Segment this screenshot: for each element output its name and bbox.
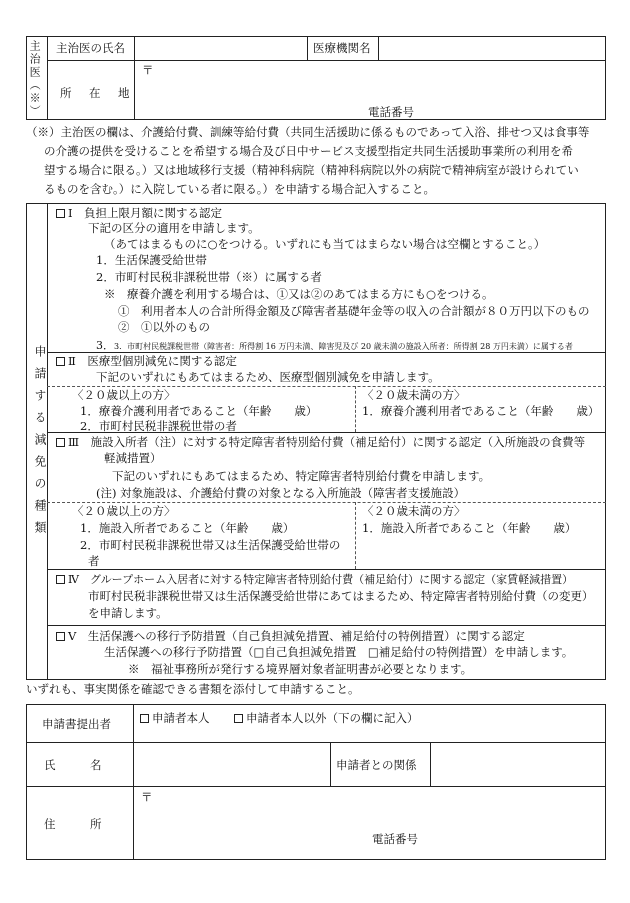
section2-right-heading: 〈２０歳未満の方〉 [362, 388, 466, 402]
section1-option2[interactable]: 2．市町村民税非課税世帯（※）に属する者 [96, 270, 322, 284]
reduction-side-label: 申請する減免の種類 [33, 345, 47, 543]
section1-option1[interactable]: 1．生活保護受給世帯 [96, 253, 207, 267]
submitter-phone-label: 電話番号 [372, 832, 418, 846]
submitter-opt-other[interactable]: 申請者本人以外（下の欄に記入） [234, 712, 419, 726]
section1-line1: 下記の区分の適用を申請します。 [88, 221, 260, 235]
section4-title: Ⅳ グループホーム入居者に対する特定障害者特別給付費（補足給付）に関する認定（家賃軽減措置） [56, 573, 573, 586]
submitter-label: 申請書提出者 [42, 717, 111, 731]
section3-checkbox[interactable] [56, 438, 65, 447]
section2-title: Ⅱ 医療型個別減免に関する認定 [56, 355, 237, 369]
section1-option3[interactable]: 3．3．市町村民税課税世帯（障害者：所得割 16 万円未満、障害児及び 20 歳未満の施設入所者：所得割 28 万円未満）に属する者 [96, 339, 573, 352]
attachment-note: いずれも、事実関係を確認できる書類を添付して申請すること。 [26, 682, 360, 696]
physician-address-label: 所 在 地 [60, 86, 133, 100]
section1-line2: （あてはまるものに○をつける。いずれにも当てはまらない場合は空欄とすること。） [104, 237, 546, 251]
physician-name-label: 主治医の氏名 [56, 41, 125, 55]
section4-checkbox[interactable] [56, 575, 65, 584]
section1-title: Ⅰ 負担上限月額に関する認定 [56, 207, 222, 221]
other-checkbox[interactable] [234, 714, 243, 723]
institution-field[interactable] [380, 38, 602, 58]
section2-line1: 下記のいずれにもあてはまるため、医療型個別減免を申請します。 [96, 370, 440, 384]
relation-field[interactable] [432, 744, 604, 784]
submitter-name-label: 氏 名 [44, 758, 102, 772]
physician-phone-label: 電話番号 [368, 105, 414, 119]
submitter-postal-mark: 〒 [141, 790, 153, 804]
physician-postal-mark: 〒 [142, 63, 154, 77]
section2-left-item1[interactable]: 1．療養介護利用者であること（年齢 歳） [80, 404, 318, 418]
section5-line2: ※ 福祉事務所が発行する境界層対象者証明書が必要となります。 [128, 662, 473, 676]
section5-checkbox[interactable] [56, 632, 65, 641]
section1-checkbox[interactable] [56, 209, 65, 218]
section3-left-item2-cont: 者 [88, 554, 100, 568]
institution-label: 医療機関名 [313, 41, 371, 55]
self-checkbox[interactable] [140, 714, 149, 723]
section5-line1: 生活保護への移行予防措置（□自己負担減免措置 □補足給付の特例措置）を申請します。 [104, 645, 574, 659]
section3-title: Ⅲ 施設入所者（注）に対する特定障害者特別給付費（補足給付）に関する認定（入所施設の食費等 [56, 436, 585, 450]
physician-name-field[interactable] [136, 38, 304, 58]
section3-title-cont: 軽減措置） [104, 451, 162, 465]
section3-right-heading: 〈２０歳未満の方〉 [362, 504, 466, 518]
section1-note: ※ 療養介護を利用する場合は、①又は②のあてはまる方にも○をつける。 [104, 287, 494, 301]
section3-left-item2[interactable]: 2．市町村民税非課税世帯又は生活保護受給世帯の [80, 538, 341, 552]
section3-left-heading: 〈２０歳以上の方〉 [72, 504, 176, 518]
section2-left-heading: 〈２０歳以上の方〉 [72, 388, 176, 402]
section2-left-item2[interactable]: 2．市町村民税非課税世帯の者 [80, 419, 237, 433]
section4-line2: を申請します。 [88, 606, 168, 620]
section1-suboption2[interactable]: ② ①以外のもの [118, 320, 210, 334]
physician-side-label: 主治医（※） [28, 40, 42, 118]
submitter-name-field[interactable] [135, 744, 328, 784]
section2-right-item1[interactable]: 1．療養介護利用者であること（年齢 歳） [362, 404, 600, 418]
section3-line1: 下記のいずれにもあてはまるため、特定障害者特別給付費を申請します。 [112, 469, 491, 483]
section3-line2: (注) 対象施設は、介護給付費の対象となる入所施設（障害者支援施設） [96, 486, 466, 500]
submitter-address-field[interactable] [135, 788, 604, 858]
section4-line1: 市町村民税非課税世帯又は生活保護受給世帯にあてはまるため、特定障害者特別給付費（の変更） [88, 589, 594, 603]
section1-suboption1[interactable]: ① 利用者本人の合計所得金額及び障害者基礎年金等の収入の合計額が８０万円以下のもの [118, 304, 590, 318]
relation-label: 申請者との関係 [336, 758, 417, 772]
submitter-address-label: 住 所 [44, 817, 102, 831]
section2-checkbox[interactable] [56, 357, 65, 366]
submitter-opt-self[interactable]: 申請者本人 [140, 712, 210, 726]
section3-left-item1[interactable]: 1．施設入所者であること（年齢 歳） [80, 521, 295, 535]
section5-title: Ⅴ 生活保護への移行予防措置（自己負担減免措置、補足給付の特例措置）に関する認定 [56, 630, 525, 644]
section3-right-item1[interactable]: 1．施設入所者であること（年齢 歳） [362, 521, 577, 535]
